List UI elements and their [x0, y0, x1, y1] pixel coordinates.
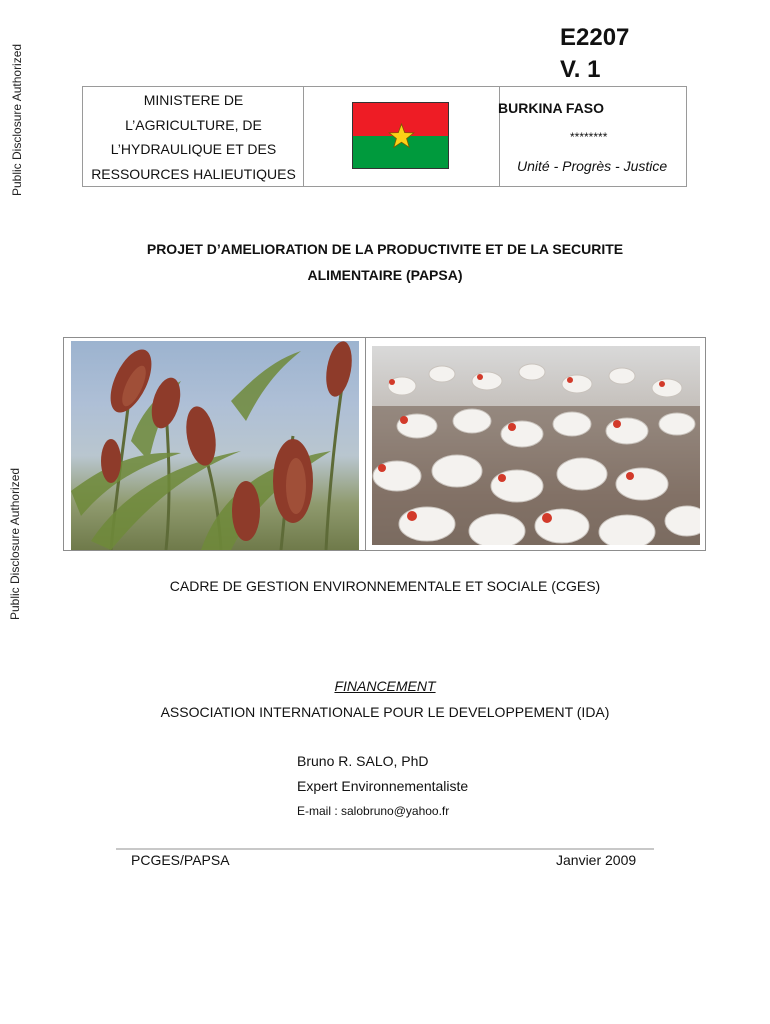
header-table: [82, 86, 687, 187]
footer-date: Janvier 2009: [556, 852, 637, 868]
separator-stars: ********: [570, 130, 608, 144]
author-name: Bruno R. SALO, PhD: [297, 753, 429, 769]
chicken-photo: [372, 346, 700, 545]
document-version: V. 1: [560, 56, 601, 83]
project-title-line: ALIMENTAIRE (PAPSA): [307, 267, 463, 283]
ministry-line: L’HYDRAULIQUE ET DES: [110, 141, 277, 157]
ministry-name: [83, 87, 304, 186]
country-name: BURKINA FASO: [498, 100, 605, 116]
star-icon: [388, 123, 415, 149]
author-email: E-mail : salobruno@yahoo.fr: [297, 804, 450, 818]
photo-table: [63, 337, 706, 551]
project-title-line: PROJET D’AMELIORATION DE LA PRODUCTIVITE ET DE LA SECURITE: [146, 241, 624, 257]
footer-reference: PCGES/PAPSA: [131, 852, 230, 868]
sorghum-photo: [71, 341, 359, 550]
document-code: E2207: [560, 24, 630, 51]
disclosure-note-middle: Public Disclosure Authorized: [8, 467, 22, 620]
ministry-line: MINISTERE DE: [143, 92, 244, 108]
national-motto: Unité - Progrès - Justice: [517, 158, 668, 174]
ministry-line: RESSOURCES HALIEUTIQUES: [91, 165, 296, 182]
project-title: [100, 236, 670, 288]
sorghum-illustration: [71, 341, 359, 550]
author-role: Expert Environnementaliste: [297, 778, 469, 794]
poultry-illustration: [372, 346, 700, 545]
photo-divider: [365, 338, 366, 550]
burkina-faso-flag: [352, 102, 449, 169]
disclosure-note-top: Public Disclosure Authorized: [10, 43, 24, 196]
financing-organization: ASSOCIATION INTERNATIONALE POUR LE DEVELOPPEMENT (IDA): [160, 704, 610, 720]
ministry-line: L’AGRICULTURE, DE: [125, 116, 262, 133]
financing-label: FINANCEMENT: [334, 678, 436, 694]
report-title: CADRE DE GESTION ENVIRONNEMENTALE ET SOCIALE (CGES): [169, 578, 601, 594]
footer-rule: [116, 848, 654, 850]
